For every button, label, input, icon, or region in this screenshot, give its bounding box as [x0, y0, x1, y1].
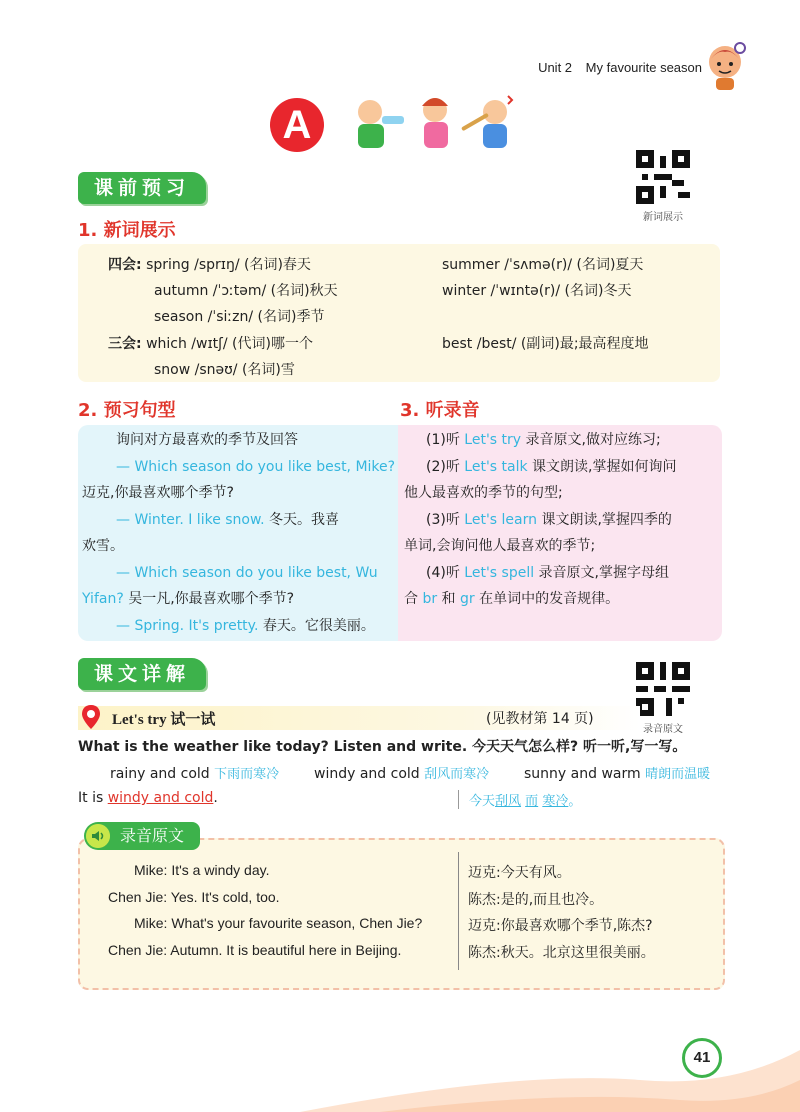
page-number: 41: [682, 1038, 722, 1078]
listen-4b-br: br: [422, 591, 438, 607]
vocabulary-box: [78, 244, 720, 382]
listen-3-text: 课文朗读,掌握四季的: [537, 512, 672, 528]
vocab-row-4: [108, 333, 313, 353]
audio-transcript-box: [78, 838, 725, 990]
dialogue-en-1: Mike: It's a windy day.: [134, 862, 270, 878]
footer-wave-decoration: [0, 1010, 800, 1112]
dialogue-cn-4: 陈杰:秋天。北京这里很美丽。: [468, 945, 655, 961]
speaker-icon[interactable]: [86, 824, 110, 848]
vocab-season: season /ˈsiːzn/ (名词)季节: [154, 309, 325, 325]
audio-transcript-tab: [84, 822, 200, 850]
exercise-question: What is the weather like today? Listen and write. 今天天气怎么样? 听一听,写一写。: [78, 739, 687, 755]
answer-translation: [458, 790, 581, 809]
vocab-snow: snow /snəʊ/ (名词)雪: [154, 362, 295, 378]
listen-3-section: Let's learn: [464, 512, 537, 528]
detail-tab: 课文详解: [78, 658, 206, 690]
four-skill-label: 四会:: [108, 257, 142, 273]
dialogue-cn-3: 迈克:你最喜欢哪个季节,陈杰?: [468, 918, 653, 934]
sentence-patterns-box: [78, 425, 398, 641]
vocab-which: which /wɪtʃ/ (代词)哪一个: [146, 336, 313, 352]
section-2-title: 2. 预习句型: [78, 400, 176, 421]
option-2-en: windy and cold: [314, 766, 420, 782]
listening-box: [398, 425, 722, 641]
answer-cn-2: 刮风: [495, 794, 522, 809]
textbook-page-ref: (见教材第 14 页): [486, 711, 594, 727]
pattern-q2-cn: 吴一凡,你最喜欢哪个季节?: [123, 591, 295, 607]
listen-4b-gr: gr: [460, 591, 475, 607]
vocab-row-1: [108, 254, 311, 274]
listen-2-text: 课文朗读,掌握如何询问: [527, 459, 677, 475]
dialogue-cn-2: 陈杰:是的,而且也冷。: [468, 892, 604, 908]
answer-cn-1: 今天: [469, 794, 496, 809]
pattern-intro: 询问对方最喜欢的季节及回答: [116, 432, 298, 448]
mascot-illustration: [702, 40, 748, 92]
listen-1-section: Let's try: [464, 432, 522, 448]
vocab-best: best /best/ (副词)最;最高程度地: [442, 336, 649, 352]
answer-line: [78, 790, 218, 806]
pattern-a1-cn: 冬天。我喜: [264, 512, 340, 528]
option-2-cn: 刮风而寒冷: [424, 767, 490, 782]
answer-cn-3: 而: [525, 794, 539, 809]
dialogue-en-4: Chen Jie: Autumn. It is beautiful here in Beijing.: [108, 942, 402, 958]
three-skill-label: 三会:: [108, 336, 142, 352]
location-pin-icon: [80, 704, 102, 730]
vocab-autumn: autumn /ˈɔːtəm/ (名词)秋天: [154, 283, 338, 299]
section-3-title: 3. 听录音: [400, 400, 480, 421]
pattern-a1: [116, 507, 339, 534]
unit-topic: My favourite season: [585, 60, 702, 75]
option-3-en: sunny and warm: [524, 766, 641, 782]
listen-4b-a: 合: [404, 591, 423, 607]
qr-code-audio[interactable]: [636, 662, 690, 716]
listen-item-2-cont: 他人最喜欢的季节的句型;: [404, 485, 563, 501]
section-1-title: 1. 新词展示: [78, 220, 176, 241]
dialogue-en-3: Mike: What's your favourite season, Chen Jie?: [134, 915, 423, 931]
listen-4-section: Let's spell: [464, 565, 535, 581]
option-1: [110, 763, 279, 782]
pattern-a2-en: — Spring. It's pretty.: [116, 618, 259, 634]
vocab-spring: spring /sprɪŋ/ (名词)春天: [146, 257, 311, 273]
answer-cn-4: 寒冷: [542, 794, 569, 809]
pattern-q1: — Which season do you like best, Mike?: [116, 459, 396, 475]
vocab-winter: winter /ˈwɪntə(r)/ (名词)冬天: [442, 283, 632, 299]
children-illustration: [340, 90, 540, 160]
pattern-a2: [116, 613, 375, 640]
listen-3-prefix: (3)听: [426, 512, 465, 528]
dialogue-cn-1: 迈克:今天有风。: [468, 865, 571, 881]
dialogue-divider: [458, 852, 459, 970]
lets-try-title: Let's try 试一试: [112, 712, 216, 728]
option-3-cn: 晴朗而温暖: [645, 767, 711, 782]
qr-code-vocab[interactable]: [636, 150, 690, 204]
audio-tab-label: 录音原文: [120, 826, 185, 845]
pattern-a1-en: — Winter. I like snow.: [116, 512, 265, 528]
option-1-en: rainy and cold: [110, 766, 210, 782]
option-1-cn: 下雨而寒冷: [214, 767, 280, 782]
option-3: [524, 763, 710, 782]
answer-suffix: .: [213, 790, 218, 806]
vocab-summer: summer /ˈsʌmə(r)/ (名词)夏天: [442, 257, 644, 273]
pattern-q2-cont: [82, 586, 294, 613]
listen-item-1: [426, 427, 661, 454]
listen-4-text: 录音原文,掌握字母组: [534, 565, 670, 581]
listen-item-2: [426, 454, 677, 481]
preview-tab: 课前预习: [78, 172, 206, 204]
pattern-q2-name: Yifan?: [82, 591, 124, 607]
listen-item-3: [426, 507, 672, 534]
listen-item-3-cont: 单词,会询问他人最喜欢的季节;: [404, 538, 596, 554]
listen-2-section: Let's talk: [464, 459, 528, 475]
pattern-q2: — Which season do you like best, Wu: [116, 565, 378, 581]
pattern-q1-cn: 迈克,你最喜欢哪个季节?: [82, 485, 234, 501]
listen-item-4: [426, 560, 669, 587]
running-header: [528, 60, 702, 75]
listen-4b-rest: 在单词中的发音规律。: [474, 591, 620, 607]
pattern-a1-cn-cont: 欢雪。: [82, 538, 124, 554]
unit-label: Unit 2: [538, 60, 573, 75]
pattern-a2-cn: 春天。它很美丽。: [258, 618, 375, 634]
dialogue-en-2: Chen Jie: Yes. It's cold, too.: [108, 889, 280, 905]
answer-prefix: It is: [78, 790, 108, 806]
qr-caption-audio: 录音原文: [643, 724, 683, 735]
listen-1-prefix: (1)听: [426, 432, 465, 448]
listen-2-prefix: (2)听: [426, 459, 465, 475]
listen-item-4-cont: [404, 586, 619, 613]
listen-4b-and: 和: [437, 591, 461, 607]
answer-cn-5: 。: [568, 794, 582, 809]
option-2: [314, 763, 489, 782]
listen-1-text: 录音原文,做对应练习;: [521, 432, 661, 448]
section-a-badge: A: [270, 98, 324, 152]
qr-caption-vocab: 新词展示: [643, 212, 683, 223]
answer-value: windy and cold: [107, 790, 214, 806]
listen-4-prefix: (4)听: [426, 565, 465, 581]
